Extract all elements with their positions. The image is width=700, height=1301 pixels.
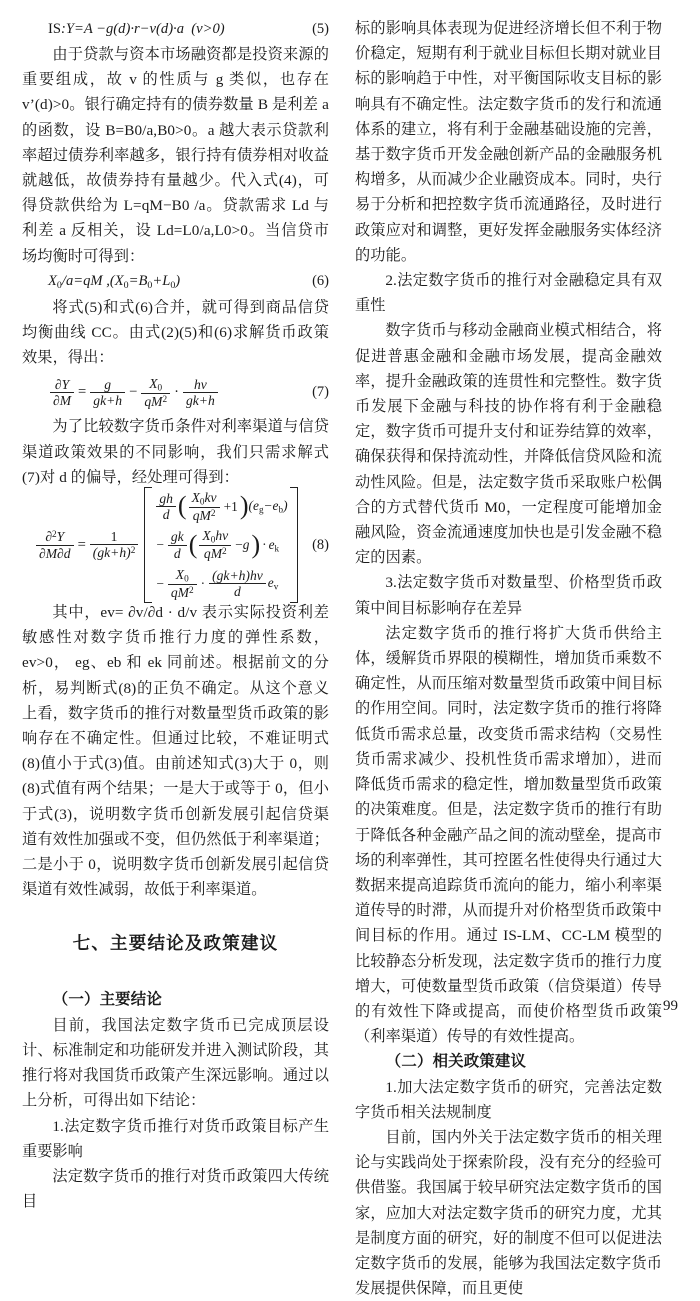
left-paragraph-3: 为了比较数字货币条件对利率渠道与信贷渠道政策效果的不同影响，我们只需求解式(7)对 d 的偏导，经处理可得到： <box>22 418 329 486</box>
equation-7-body: $\frac{\partial Y}{\partial M}$ = $\frac{g}{gk+h}$ − $\frac{X_0}{qM^2}$ · $\frac{hv}{gk+h}$ <box>22 376 306 409</box>
section-heading-7: 七、主要结论及政策建议 <box>72 934 279 955</box>
equation-5-number: (5) <box>312 20 329 37</box>
equation-7-number: (7) <box>312 384 329 401</box>
equation-5-body <box>22 20 306 38</box>
equation-8 <box>22 490 329 600</box>
equation-5-expression: IS:Y=A −g(d)·r−v(d)·a (v>0) <box>48 20 225 37</box>
left-paragraph-5: 目前，我国法定数字货币已完成顶层设计、标准制定和功能研发并进入测试阶段，其推行将对我国货币政策产生深远影响。通过以上分析，可得出如下结论： <box>22 1016 329 1110</box>
left-column <box>22 16 329 1211</box>
equation-8-row-2: − $\frac{gk}{d}$ ( $\frac{X_0hv}{qM^2}$ −g ) · $e_k$ <box>156 528 280 562</box>
equation-8-row-3: − $\frac{X_0}{qM^2}$ · $\frac{(gk+h)hv}{d}$ $e_v$ <box>156 566 279 600</box>
equation-7-term-3: $\frac{hv}{gk+h}$ <box>183 377 218 408</box>
equation-7-term-1: $\frac{g}{gk+h}$ <box>90 377 125 408</box>
equation-5 <box>22 16 329 42</box>
equation-7-term-2: $\frac{X_0}{qM^2}$ <box>141 376 170 409</box>
subsection-heading-policy-suggestions: （二）相关政策建议 <box>385 1052 527 1071</box>
right-paragraph-3: 数字货币与移动金融商业模式相结合，将促进普惠金融和金融市场发展，提高金融效率，提升金融政策的连贯性和完整性。数字货币发展下金融与科技的协作将有利于金融稳定，数字货币可提升支付和证券结算的效率，确保获得和保持流动性，并降低信贷风险和流动性风险。但是，法定数字货币采取账户松偶合的方式替代货币 M0，一定程度可能增加金融风险，资金流通速度加快也是引发金融不稳定的因素。 <box>355 322 662 567</box>
equation-8-number: (8) <box>312 536 329 553</box>
right-paragraph-5: 法定数字货币的推行将扩大货币供给主体，缓解货币界限的模糊性，增加货币乘数不确定性，从而压缩对数量型货币政策中间目标的作用空间。同时，法定数字货币的推行将降低货币需求总量，改变货币需求结构（交易性货币需求减少、投机性货币需求增加），进而降低货币需求的稳定性，增加数量型货币政策的决策难度。但是，法定数字货币的推行有助于降低各种金融产品之间的流动壁垒，提高市场的利率弹性，其可控匿名性使得央行通过大数据来提高追踪货币流向的能力，缩小利率渠道传导的时滞，从而提升对价格型货币政策中间目标的作用。通过 IS-LM、CC-LM 模型的比较静态分析发现，法定数字货币的推行力度增大，可使数量型货币政策（信贷渠道）传导的有效性下降或提高，而使价格型货币政策（利率渠道）传导的有效性提高。 <box>355 624 662 1046</box>
right-numbered-point-1: 1.加大法定数字货币的研究，完善法定数字货币相关法规制度 <box>355 1078 662 1121</box>
left-paragraph-2: 将式(5)和式(6)合并，就可得到商品信贷均衡曲线 CC。由式(2)(5)和(6)求解货币政策效果，得出： <box>22 298 329 367</box>
two-column-layout <box>22 16 678 1298</box>
equation-6 <box>22 269 329 295</box>
equation-6-expression: $X_0/a=qM$ $,(X_0=B_0+L_0)$ <box>48 273 181 291</box>
left-paragraph-4: 其中，ev= ∂v/∂d · d/v 表示实际投资利差敏感性对数字货币推行力度的弹性系数，ev>0， eg、eb 和 ek 同前述。根据前文的分析，易判断式(8)的正负不确定。从这个意义上看，数字货币的推行对数量型货币政策的影响存在不确定性。但通过比较，不难证明式(8)值小于式(3)值。由前述知式(3)大于 0，则(8)式值有两个结果；一是大于或等于 0，但小于式(3)，说明数字货币创新发展引起信贷渠道有效性加强或不变，但仍然低于利率渠道；二是小于 0，说明数字货币创新发展引起信贷渠道有效性减弱，故低于利率渠道。 <box>22 604 329 899</box>
left-paragraph-1: 由于贷款与资本市场融资都是投资来源的重要组成，故 v 的性质与 g 类似，也存在 v’(d)>0。银行确定持有的债券数量 B 是利差 a 的函数，设 B=B0/a,B0>0。a 越大表示贷款利率超过债券利率越多，银行持有债券相对收益就越低，故债券持有量越少。代入式(4)，可得贷款供给为 L=qM−B0 /a。贷款需求 Ld 与利差 a 反相关，设 Ld=L0/a,L0>0。当信贷市场均衡时可得到： <box>22 46 329 265</box>
right-numbered-point-2: 2.法定数字货币的推行对金融稳定具有双重性 <box>355 272 662 315</box>
page-number: 99 <box>663 998 678 1014</box>
right-paragraph-7: 目前，国内外关于法定数字货币的相关理论与实践尚处于探索阶段，没有充分的经验可供借鉴。我国属于较早研究法定数字货币的国家，应加大对法定数字货币的研究力度，尤其是制度方面的研究，好的制度不但可以促进法定数字货币的发展，能够为我国法定数字货币发展提供保障，而且更使 <box>355 1128 662 1298</box>
right-paragraph-1: 标的影响具体表现为促进经济增长但不利于物价稳定，短期有利于就业目标但长期对就业目标的影响趋于中性，对平衡国际收支目标的影响具有不确定性。法定数字货币的发行和流通体系的建立，将有利于金融基础设施的完善，基于数字货币开发金融创新产品的金融服务机构增多，从而减少企业融资成本。同时，央行易于分析和把控数字货币流通路径，及时进行政策应对和调整，更好发挥金融服务实体经济的功能。 <box>355 20 662 264</box>
equation-8-coefficient: $\frac{1}{(gk+h)^2}$ <box>90 529 139 561</box>
equation-7-lhs: $\frac{\partial Y}{\partial M}$ <box>50 377 74 408</box>
equation-8-bracket <box>144 487 297 603</box>
equation-6-number: (6) <box>312 273 329 290</box>
left-numbered-point-1: 1.法定数字货币推行对货币政策目标产生重要影响 <box>22 1117 329 1160</box>
equation-8-lhs: $\frac{\partial^2Y}{\partial M\partial d}$ <box>36 529 74 561</box>
equation-8-row-1: $\frac{gh}{d}$ ( $\frac{X_0kv}{qM^2}$ +1 ) $(e_g-e_b)$ <box>154 490 287 523</box>
equation-8-body: $\frac{\partial^2Y}{\partial M\partial d}$ = $\frac{1}{(gk+h)^2}$ $\frac{gh}{d}$ ( $\frac{X_0kv}{qM^2}$ +1 ) $(e_g-e_b)$ − $\frac{gk}{d}$ ( $\frac{X_0hv}{qM^2}$ −g ) · $e_k$ − $\frac{X_0}{qM^2}$ · $\frac{(gk+h)hv}{d}$ $e_v$ <box>22 487 306 603</box>
section-spacer-top <box>22 902 329 932</box>
subsection-heading-main-conclusions: （一）主要结论 <box>52 990 162 1009</box>
right-numbered-point-3: 3.法定数字货币对数量型、价格型货币政策中间目标影响存在差异 <box>355 574 662 617</box>
right-column <box>355 16 662 1298</box>
equation-6-body <box>22 272 306 291</box>
equation-7 <box>22 370 329 414</box>
section-spacer-bottom <box>22 957 329 987</box>
left-paragraph-7: 法定数字货币的推行对货币政策四大传统目 <box>22 1167 329 1211</box>
